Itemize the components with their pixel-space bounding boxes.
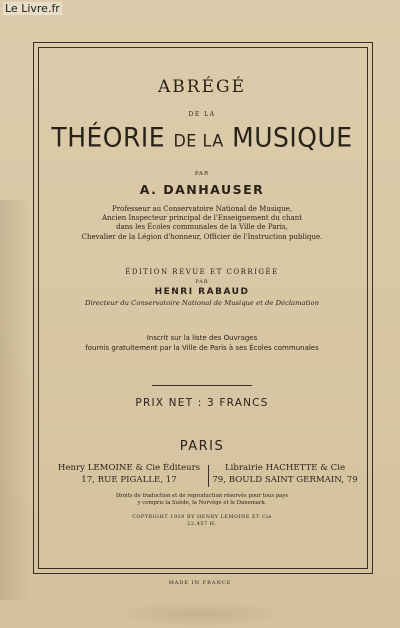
reviser-name: HENRI RABAUD — [154, 287, 250, 297]
connector-de-la: DE LA — [188, 111, 216, 118]
bio-line: Ancien Inspecteur principal de l'Enseignement du chant — [101, 214, 303, 223]
inscription-line: Inscrit sur la liste des Ouvrages — [146, 334, 258, 342]
copyright-notice — [38, 514, 366, 528]
publisher-name: Librairie HACHETTE & Cie — [224, 463, 346, 473]
author-bio — [58, 205, 346, 242]
title-theorie: THÉORIE — [51, 121, 166, 154]
title-de-la: DE LA — [173, 130, 224, 151]
publisher-address: 17, RUE PIGALLE, 17 — [81, 475, 177, 485]
publisher-hachette — [210, 462, 360, 486]
publisher-lemoine — [48, 462, 210, 486]
bio-line: Chevalier de la Légion d'honneur, Officier de l'Instruction publique. — [81, 232, 323, 241]
main-title — [38, 122, 366, 153]
title-musique: MUSIQUE — [232, 121, 353, 154]
par-label: PAR — [195, 279, 209, 285]
publisher-name: Henry LEMOINE & Cie Éditeurs — [57, 463, 201, 473]
reviser-title: Directeur du Conservatoire National de Musique et de Déclamation — [85, 299, 319, 307]
rights-notice — [38, 493, 366, 506]
subtitle-abrege: ABRÉGÉ — [158, 77, 246, 97]
publisher-address: 79, BOULD SAINT GERMAIN, 79 — [212, 475, 358, 485]
inscription-note — [38, 334, 366, 353]
paper-stain — [110, 600, 290, 628]
publication-city: PARIS — [179, 439, 225, 454]
inscription-line: fournis gratuitement par la Ville de Paris à ses Écoles communales — [85, 343, 319, 352]
paper-stain — [0, 200, 30, 600]
divider-rule — [152, 385, 252, 386]
price: PRIX NET : 3 FRANCS — [135, 397, 269, 409]
publisher-divider — [208, 465, 209, 487]
edition-note: ÉDITION REVUE ET CORRIGÉE — [125, 268, 279, 276]
bio-line: Professeur au Conservatoire National de Musique, — [111, 205, 292, 213]
author-name: A. DANHAUSER — [139, 182, 265, 197]
made-in-label: MADE IN FRANCE — [168, 580, 232, 586]
rights-line: Droits de traduction et de reproduction réservés pour tous pays — [115, 493, 289, 499]
watermark: Le Livre.fr — [5, 2, 60, 15]
copyright-line: COPYRIGHT 1929 BY HENRY LEMOINE ET Cie — [132, 515, 272, 520]
plate-number: 22.457 H. — [187, 522, 217, 527]
rights-line: y compris la Suède, la Norvège et le Danemark. — [137, 499, 267, 506]
par-label: PAR — [194, 171, 210, 177]
bio-line: dans les Écoles communales de la Ville de Paris, — [116, 223, 288, 232]
